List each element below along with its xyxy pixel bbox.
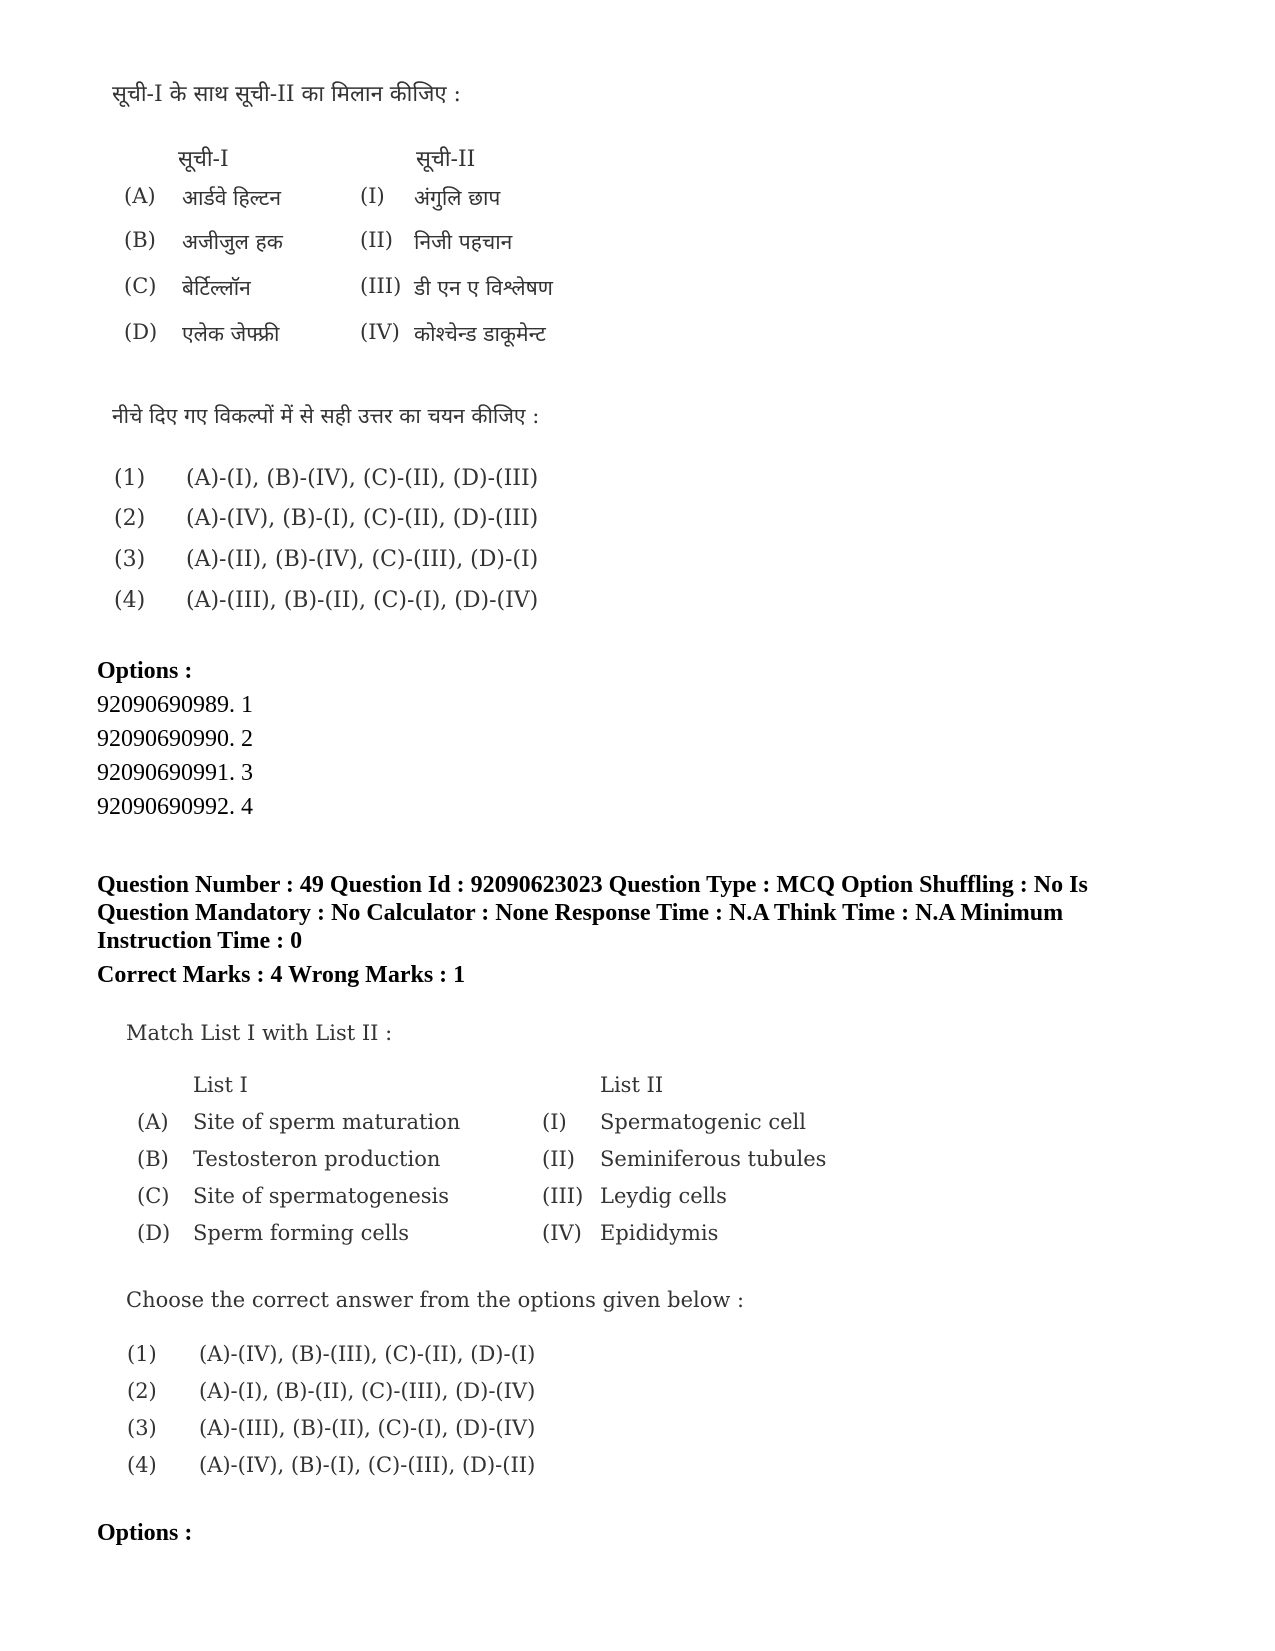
- choice-number: (1): [114, 466, 146, 491]
- hindi-list1-heading: सूची-I: [178, 147, 229, 172]
- question-meta-line1: Question Number : 49 Question Id : 92090623023 Question Type : MCQ Option Shuffling : No Is: [97, 872, 1088, 898]
- english-match-row: [137, 1221, 857, 1259]
- choice-number: (1): [127, 1342, 157, 1366]
- english-match-row: [137, 1184, 857, 1222]
- options-heading: Options :: [97, 658, 193, 684]
- question-meta-line3: Instruction Time : 0: [97, 928, 303, 954]
- choice-number: (3): [127, 1416, 157, 1440]
- choice-text: (A)-(I), (B)-(IV), (C)-(II), (D)-(III): [186, 466, 539, 491]
- list2-item: Epididymis: [600, 1221, 719, 1245]
- choice-text: (A)-(III), (B)-(II), (C)-(I), (D)-(IV): [186, 588, 539, 613]
- list1-marker: (D): [137, 1221, 171, 1245]
- list1-item: अजीजुल हक: [182, 230, 283, 254]
- hindi-match-row: [124, 184, 684, 224]
- english-question-instruction: Match List I with List II :: [126, 1021, 393, 1045]
- hindi-match-row: [124, 274, 684, 314]
- hindi-list2-heading: सूची-II: [416, 147, 476, 172]
- list1-item: Testosteron production: [193, 1147, 441, 1171]
- choice-text: (A)-(II), (B)-(IV), (C)-(III), (D)-(I): [186, 547, 539, 572]
- list2-item: अंगुलि छाप: [414, 186, 501, 210]
- list1-item: Site of spermatogenesis: [193, 1184, 450, 1208]
- choice-number: (4): [127, 1453, 157, 1477]
- list2-marker: (I): [542, 1110, 567, 1134]
- option-item: 92090690990. 2: [97, 726, 253, 752]
- list1-item: Site of sperm maturation: [193, 1110, 461, 1134]
- list1-item: Sperm forming cells: [193, 1221, 410, 1245]
- question-meta-line2: Question Mandatory : No Calculator : None Response Time : N.A Think Time : N.A Minimum: [97, 900, 1064, 926]
- english-match-row: [137, 1147, 857, 1185]
- choice-text: (A)-(IV), (B)-(III), (C)-(II), (D)-(I): [199, 1342, 536, 1366]
- choice-number: (2): [127, 1379, 157, 1403]
- options-heading-2: Options :: [97, 1520, 193, 1546]
- english-match-row: [137, 1110, 857, 1148]
- list2-marker: (IV): [542, 1221, 582, 1245]
- list1-item: एलेक जेफ्फ्री: [182, 322, 280, 346]
- english-list1-heading: List I: [193, 1073, 248, 1097]
- list2-item: निजी पहचान: [414, 230, 513, 254]
- hindi-question-instruction: सूची-I के साथ सूची-II का मिलान कीजिए :: [112, 82, 461, 107]
- list2-marker: (I): [360, 184, 385, 208]
- list2-marker: (II): [360, 228, 393, 252]
- list1-marker: (B): [137, 1147, 169, 1171]
- choice-number: (3): [114, 547, 146, 572]
- list2-marker: (II): [542, 1147, 575, 1171]
- list1-marker: (A): [137, 1110, 169, 1134]
- list2-item: Leydig cells: [600, 1184, 727, 1208]
- list2-item: Spermatogenic cell: [600, 1110, 806, 1134]
- list2-marker: (IV): [360, 320, 400, 344]
- option-item: 92090690992. 4: [97, 794, 253, 820]
- option-item: 92090690989. 1: [97, 692, 253, 718]
- option-item: 92090690991. 3: [97, 760, 253, 786]
- list2-item: कोश्चेन्ड डाकूमेन्ट: [414, 322, 546, 346]
- hindi-match-row: [124, 320, 684, 360]
- choice-text: (A)-(IV), (B)-(I), (C)-(III), (D)-(II): [199, 1453, 536, 1477]
- choice-text: (A)-(III), (B)-(II), (C)-(I), (D)-(IV): [199, 1416, 536, 1440]
- list2-item: Seminiferous tubules: [600, 1147, 827, 1171]
- choice-text: (A)-(IV), (B)-(I), (C)-(II), (D)-(III): [186, 506, 539, 531]
- hindi-choose-instruction: नीचे दिए गए विकल्पों में से सही उत्तर का चयन कीजिए :: [112, 404, 540, 428]
- choice-number: (2): [114, 506, 146, 531]
- list1-marker: (C): [137, 1184, 170, 1208]
- question-marks: Correct Marks : 4 Wrong Marks : 1: [97, 962, 466, 988]
- list1-marker: (A): [124, 184, 156, 208]
- english-choose-instruction: Choose the correct answer from the options given below :: [126, 1288, 745, 1312]
- list2-marker: (III): [360, 274, 402, 298]
- list2-marker: (III): [542, 1184, 584, 1208]
- list1-marker: (B): [124, 228, 156, 252]
- list1-item: बेर्टिल्लॉन: [182, 276, 251, 300]
- hindi-match-row: [124, 228, 684, 268]
- choice-text: (A)-(I), (B)-(II), (C)-(III), (D)-(IV): [199, 1379, 536, 1403]
- choice-number: (4): [114, 588, 146, 613]
- list1-item: आर्डवे हिल्टन: [182, 186, 282, 210]
- list1-marker: (C): [124, 274, 157, 298]
- list2-item: डी एन ए विश्लेषण: [414, 276, 553, 300]
- list1-marker: (D): [124, 320, 158, 344]
- english-list2-heading: List II: [600, 1073, 664, 1097]
